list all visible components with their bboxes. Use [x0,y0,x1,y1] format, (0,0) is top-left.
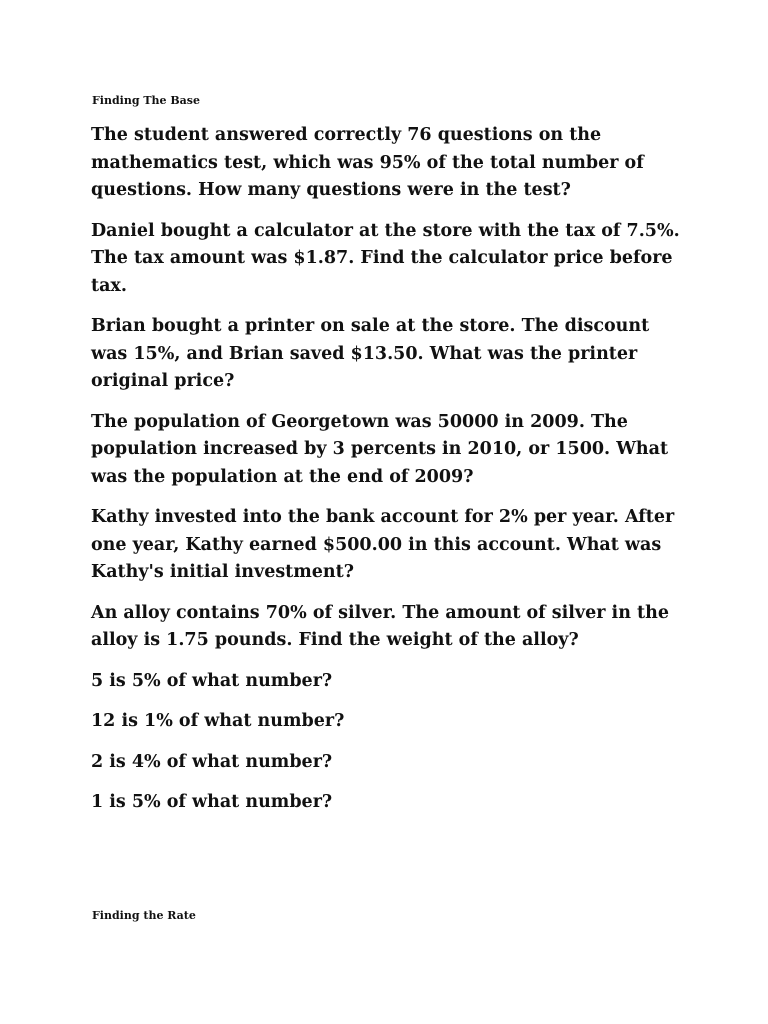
problem-list [91,122,691,830]
problem-8: 12 is 1% of what number? [91,711,345,731]
problem-2: Daniel bought a calculator at the store with the tax of 7.5%. The tax amount was $1.87. Find the calculator price before tax. [91,220,680,296]
problem-3: Brian bought a printer on sale at the store. The discount was 15%, and Brian saved $13.50. What was the printer original price? [91,316,650,391]
section-heading-finding-the-base: Finding The Base [92,94,201,107]
problem-9: 2 is 4% of what number? [91,751,333,772]
problem-5: Kathy invested into the bank account for 2% per year. After one year, Kathy earned $500.00 in this account. What was Kathy's initial investment? [91,507,675,582]
section-heading-finding-the-rate: Finding the Rate [92,909,196,922]
problem-6: An alloy contains 70% of silver. The amount of silver in the alloy is 1.75 pounds. Find the weight of the alloy? [91,602,669,650]
problem-1: The student answered correctly 76 questions on the mathematics test, which was 95% of the total number of questions. How many questions were in the test? [91,125,644,200]
problem-10: 1 is 5% of what number? [91,792,333,812]
problem-7: 5 is 5% of what number? [91,670,333,691]
problem-4: The population of Georgetown was 50000 in 2009. The population increased by 3 percents in 2010, or 1500. What was the population at the end of 2009? [91,411,669,487]
